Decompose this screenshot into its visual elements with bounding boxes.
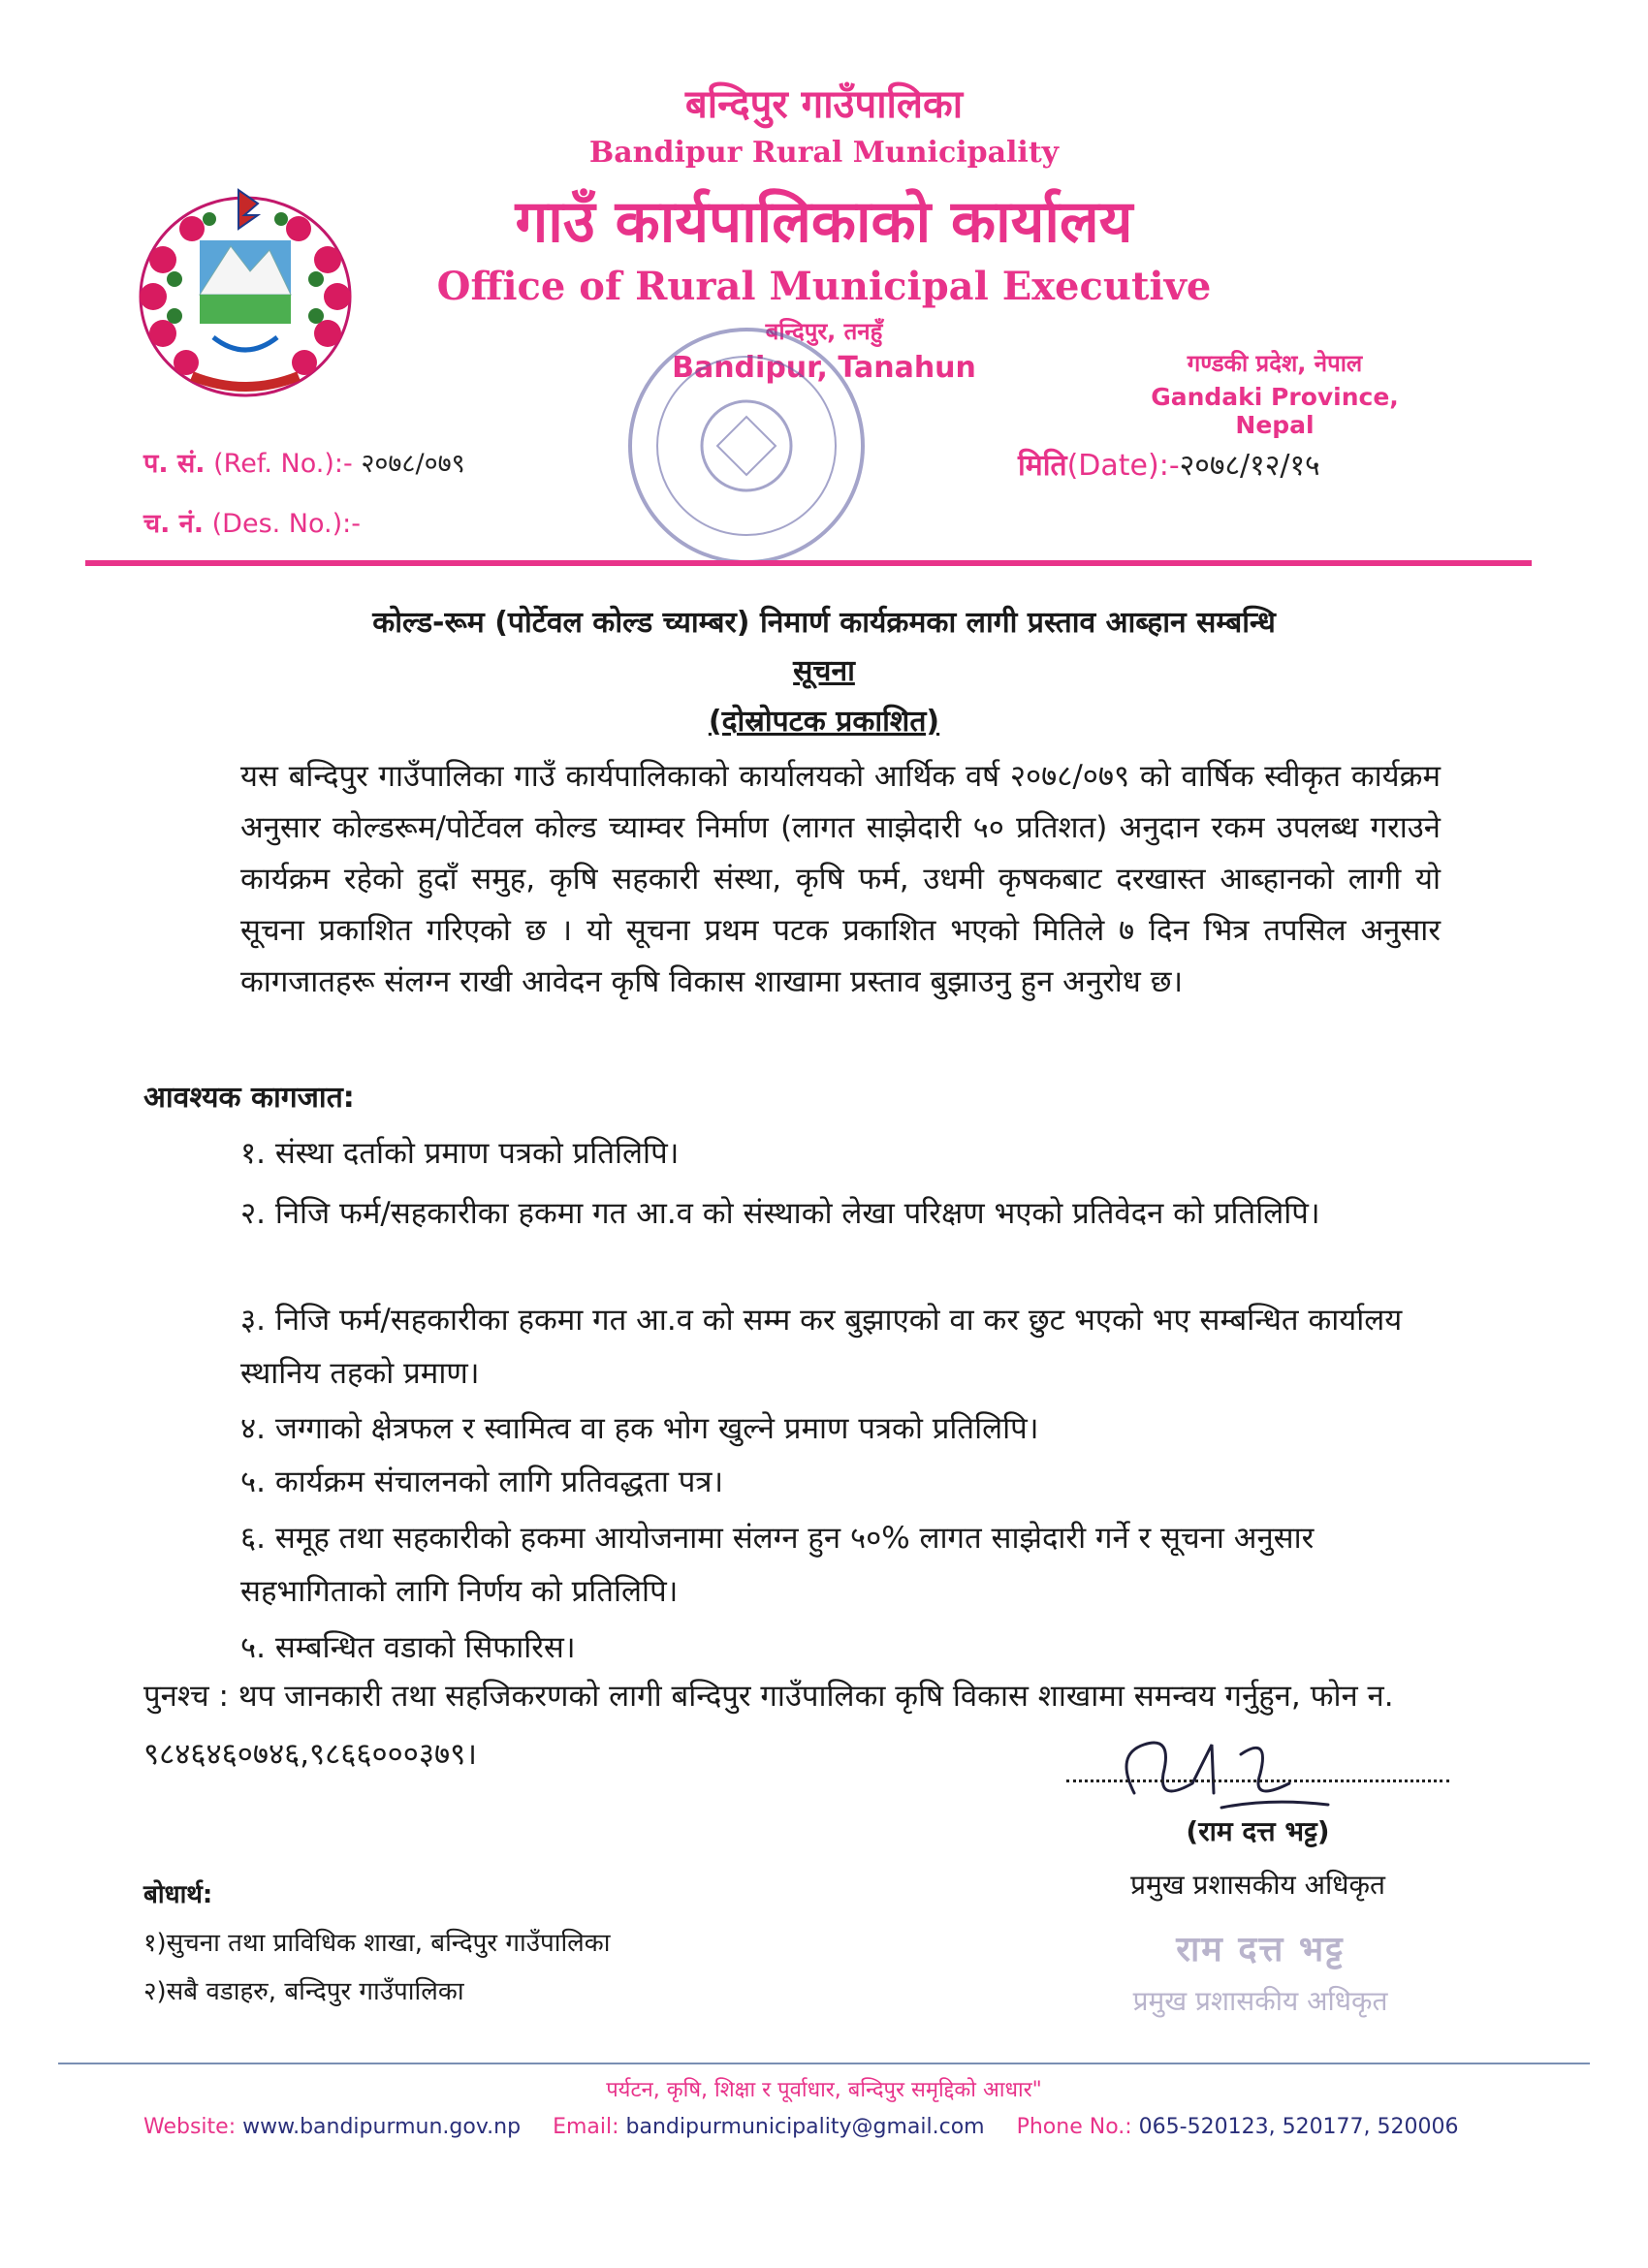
notice-subject: कोल्ड-रूम (पोर्टेवल कोल्ड च्याम्बर) निमार्ण कार्यक्रमका लागी प्रस्ताव आब्हान सम्बन्धि — [372, 606, 1276, 640]
email-label: Email: — [553, 2115, 619, 2139]
office-name-en: Office of Rural Municipal Executive — [436, 264, 1212, 309]
footer-contact — [143, 2115, 1484, 2139]
postscript: पुनश्च : थप जानकारी तथा सहजिकरणको लागी बन्दिपुर गाउँपालिका कृषि विकास शाखामा समन्वय गर्नुहुन, फोन न. ९८४६४६०७४६,९८६६०००३७९। — [143, 1679, 1394, 1772]
cc-heading: बोधार्थ: — [143, 1880, 213, 1909]
cc-item: २)सबै वडाहरु, बन्दिपुर गाउँपालिका — [143, 1977, 464, 2006]
phone-label: Phone No.: — [1016, 2115, 1132, 2139]
ref-label-en: (Ref. No.):- — [213, 449, 353, 479]
header-divider — [85, 560, 1532, 566]
footer-divider — [58, 2063, 1590, 2064]
requirement-item: ५. सम्बन्धित वडाको सिफारिस। — [240, 1630, 576, 1665]
date-label-en: (Date):- — [1066, 449, 1180, 483]
signer-name: (राम दत्त भट्ट) — [1186, 1815, 1330, 1847]
cc-item: १)सुचना तथा प्राविधिक शाखा, बन्दिपुर गाउँपालिका — [143, 1929, 611, 1958]
website-link[interactable]: www.bandipurmun.gov.np — [242, 2115, 522, 2139]
signer-title: प्रमुख प्रशासकीय अधिकृत — [1130, 1869, 1385, 1901]
notice-title: सूचना — [793, 654, 855, 688]
office-seal-icon — [620, 320, 872, 572]
notice-body: यस बन्दिपुर गाउँपालिका गाउँ कार्यपालिकाको कार्यालयको आर्थिक वर्ष २०७८/०७९ को वार्षिक स्वीकृत कार्यक्रम अनुसार कोल्डरूम/पोर्टेवल कोल्ड च्याम्वर निर्माण (लागत साझेदारी ५० प्रतिशत) अनुदान रकम उपलब्ध गराउने कार्यक्रम रहेको हुदाँ समुह, कृषि सहकारी संस्था, कृषि फर्म, उधमी कृषकबाट दरखास्त आब्हानको लागी यो सूचना प्रकाशित गरिएको छ । यो सूचना प्रथम पटक प्रकाशित भएको मितिले ७ दिन भित्र तपसिल अनुसार कागजातहरू संलग्न राखी आवेदन कृषि विकास शाखामा प्रस्ताव बुझाउनु हुन अनुरोध छ। — [240, 759, 1441, 999]
website-label: Website: — [143, 2115, 237, 2139]
des-label-np: च. नं. — [143, 509, 205, 539]
phone-numbers: 065-520123, 520177, 520006 — [1138, 2115, 1459, 2139]
requirement-item: ३. निजि फर्म/सहकारीका हकमा गत आ.व को सम्म कर बुझाएको वा कर छुट भएको भए सम्बन्धित कार्यालय स्थानिय तहको प्रमाण। — [240, 1303, 1403, 1391]
dispatch-number — [143, 504, 361, 540]
date-value: २०७८/१२/१५ — [1179, 449, 1320, 483]
province-en: Gandaki Province, Nepal — [1151, 383, 1399, 439]
documents-heading: आवश्यक कागजात: — [143, 1081, 355, 1115]
email-link[interactable]: bandipurmunicipality@gmail.com — [625, 2115, 985, 2139]
name-stamp: राम दत्त भट्ट — [1176, 1930, 1345, 1969]
reference-number — [143, 444, 465, 480]
signature-line — [1066, 1780, 1449, 1782]
publication-note: (दोस्रोपटक प्रकाशित) — [708, 705, 940, 739]
location-np: बन्दिपुर, तनहुँ — [765, 318, 883, 345]
issue-date — [1018, 444, 1320, 484]
ref-label-np: प. सं. — [143, 449, 206, 479]
requirement-item: १. संस्था दर्ताको प्रमाण पत्रको प्रतिलिपि। — [240, 1136, 680, 1171]
municipality-name-en: Bandipur Rural Municipality — [588, 136, 1060, 170]
requirement-item: २. निजि फर्म/सहकारीका हकमा गत आ.व को संस्थाको लेखा परिक्षण भएको प्रतिवेदन को प्रतिलिपि। — [240, 1196, 1320, 1231]
ref-value: २०७८/०७९ — [361, 449, 465, 479]
office-name-np: गाउँ कार्यपालिकाको कार्यालय — [515, 188, 1133, 256]
date-label-np: मिति — [1018, 449, 1067, 483]
des-label-en: (Des. No.):- — [211, 509, 362, 539]
handwritten-signature-icon — [1105, 1716, 1357, 1822]
location-en: Bandipur, Tanahun — [672, 351, 976, 385]
province-np: गण्डकी प्रदेश, नेपाल — [1187, 350, 1363, 377]
requirement-item: ६. समूह तथा सहकारीको हकमा आयोजनामा संलग्न हुन ५०% लागत साझेदारी गर्ने र सूचना अनुसार सहभागिताको लागि निर्णय को प्रतिलिपि। — [240, 1521, 1315, 1609]
requirement-item: ५. कार्यक्रम संचालनको लागि प्रतिवद्धता पत्र। — [240, 1465, 724, 1499]
municipality-name-np: बन्दिपुर गाउँपालिका — [684, 82, 964, 127]
footer-slogan: पर्यटन, कृषि, शिक्षा र पूर्वाधार, बन्दिपुर समृद्दिको आधार" — [606, 2078, 1042, 2102]
title-stamp: प्रमुख प्रशासकीय अधिकृत — [1132, 1985, 1388, 2017]
requirement-item: ४. जग्गाको क्षेत्रफल र स्वामित्व वा हक भोग खुल्ने प्रमाण पत्रको प्रतिलिपि। — [240, 1411, 1039, 1446]
